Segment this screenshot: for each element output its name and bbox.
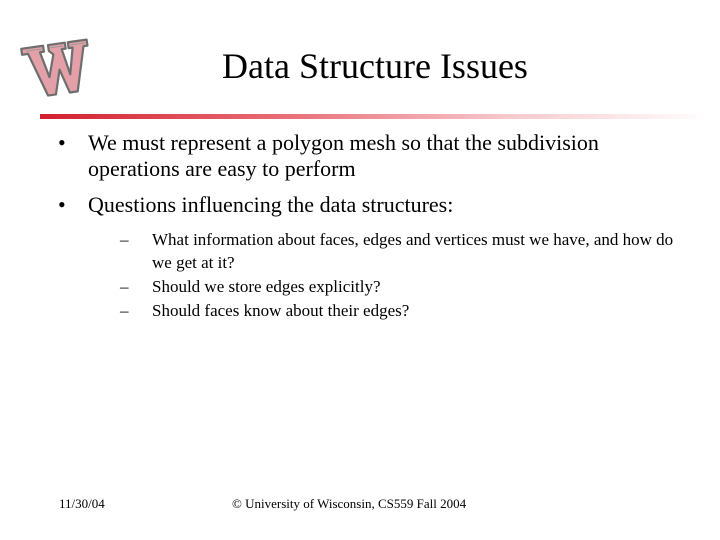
sub-bullet-mark: – [120, 301, 129, 320]
sub-bullet-mark: – [120, 277, 129, 296]
bullet-text: We must represent a polygon mesh so that the subdivision operations are easy to perform [88, 130, 599, 181]
slide-title: Data Structure Issues [222, 46, 528, 86]
bullet-list [58, 130, 688, 323]
bullet-item [58, 130, 688, 182]
sub-bullet-text: Should we store edges explicitly? [152, 277, 381, 296]
bullet-text: Questions influencing the data structures: [88, 192, 454, 217]
bullet-mark: • [58, 192, 66, 217]
footer-copyright: © University of Wisconsin, CS559 Fall 2004 [232, 496, 467, 511]
university-w-logo-icon [20, 30, 94, 102]
sub-bullet-text: What information about faces, edges and vertices must we have, and how do we get at it? [152, 230, 674, 272]
bullet-mark: • [58, 130, 66, 155]
footer-date: 11/30/04 [59, 496, 105, 511]
sub-bullet-list [58, 228, 688, 322]
bullet-item [58, 192, 688, 218]
sub-bullet-text: Should faces know about their edges? [152, 301, 410, 320]
sub-bullet-mark: – [120, 230, 129, 249]
sub-bullet-item [120, 275, 688, 298]
sub-bullet-item [120, 228, 688, 274]
title-divider [40, 114, 710, 119]
sub-bullet-item [120, 299, 688, 322]
